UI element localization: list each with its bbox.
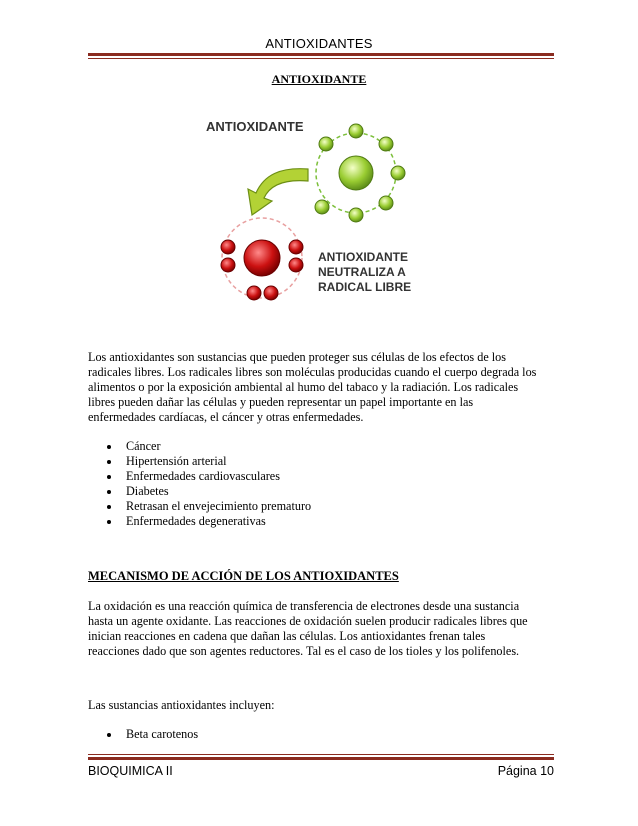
- intro-paragraph: [88, 350, 558, 425]
- figure-label-top: ANTIOXIDANTE: [206, 119, 304, 134]
- antioxidant-figure: [180, 103, 450, 320]
- antioxidant-electron: [319, 137, 333, 151]
- paragraph-line: Las sustancias antioxidantes incluyen:: [88, 698, 275, 712]
- list-item: Hipertensión arterial: [88, 454, 311, 469]
- page-header-title: ANTIOXIDANTES: [265, 36, 373, 51]
- list-item: Enfermedades degenerativas: [88, 514, 311, 529]
- antioxidant-electron: [349, 208, 363, 222]
- radical-electron: [221, 240, 235, 254]
- radical-electron: [264, 286, 278, 300]
- effects-list: [88, 439, 311, 529]
- antioxidant-electron: [379, 196, 393, 210]
- radical-electron: [247, 286, 261, 300]
- paragraph-line: libres pueden dañar las células y pueden representar un papel importante en las: [88, 395, 474, 409]
- footer-rule-thick: [88, 757, 554, 760]
- figure-caption-line: NEUTRALIZA A: [318, 265, 406, 279]
- footer-rule-thin: [88, 754, 554, 755]
- antioxidant-electron: [391, 166, 405, 180]
- paragraph-line: alimentos o por la exposición ambiental al humo del tabaco y la radiación. Los radicales: [88, 380, 519, 394]
- mechanism-heading: MECANISMO DE ACCIÓN DE LOS ANTIOXIDANTES: [88, 569, 399, 583]
- antioxidant-nucleus: [339, 156, 373, 190]
- mechanism-paragraph: [88, 599, 558, 659]
- paragraph-line: enfermedades cardíacas, el cáncer y otras enfermedades.: [88, 410, 364, 424]
- radical-electron: [289, 240, 303, 254]
- paragraph-line: inician reacciones en cadena que dañan las células. Los antioxidantes frenan tales: [88, 629, 486, 643]
- paragraph-line: reacciones dado que son agentes reductores. Tal es el caso de los tioles y los polifenoles.: [88, 644, 520, 658]
- radical-nucleus: [244, 240, 280, 276]
- radical-electron: [289, 258, 303, 272]
- header-rule-thick: [88, 53, 554, 56]
- antioxidant-electron: [349, 124, 363, 138]
- substances-intro: [88, 698, 558, 713]
- antioxidant-diagram: [180, 103, 450, 320]
- header-rule-thin: [88, 58, 554, 59]
- substances-list: [88, 727, 198, 742]
- figure-caption-line: ANTIOXIDANTE: [318, 250, 408, 264]
- section-title: ANTIOXIDANTE: [271, 72, 367, 86]
- footer-page-number: Página 10: [497, 764, 554, 778]
- list-item: Cáncer: [88, 439, 311, 454]
- paragraph-line: La oxidación es una reacción química de transferencia de electrones desde una sustancia: [88, 599, 520, 613]
- list-item: Retrasan el envejecimiento prematuro: [88, 499, 311, 514]
- radical-electron: [221, 258, 235, 272]
- antioxidant-electron: [379, 137, 393, 151]
- antioxidant-electron: [315, 200, 329, 214]
- footer-course: BIOQUIMICA II: [88, 764, 173, 778]
- paragraph-line: hasta un agente oxidante. Las reacciones de oxidación suelen producir radicales libres que: [88, 614, 528, 628]
- list-item: Diabetes: [88, 484, 311, 499]
- paragraph-line: radicales libres. Los radicales libres son moléculas producidas cuando el cuerpo degrada los: [88, 365, 537, 379]
- list-item: Enfermedades cardiovasculares: [88, 469, 311, 484]
- figure-caption-line: RADICAL LIBRE: [318, 280, 412, 294]
- paragraph-line: Los antioxidantes son sustancias que pueden proteger sus células de los efectos de los: [88, 350, 506, 364]
- list-item: Beta carotenos: [88, 727, 198, 742]
